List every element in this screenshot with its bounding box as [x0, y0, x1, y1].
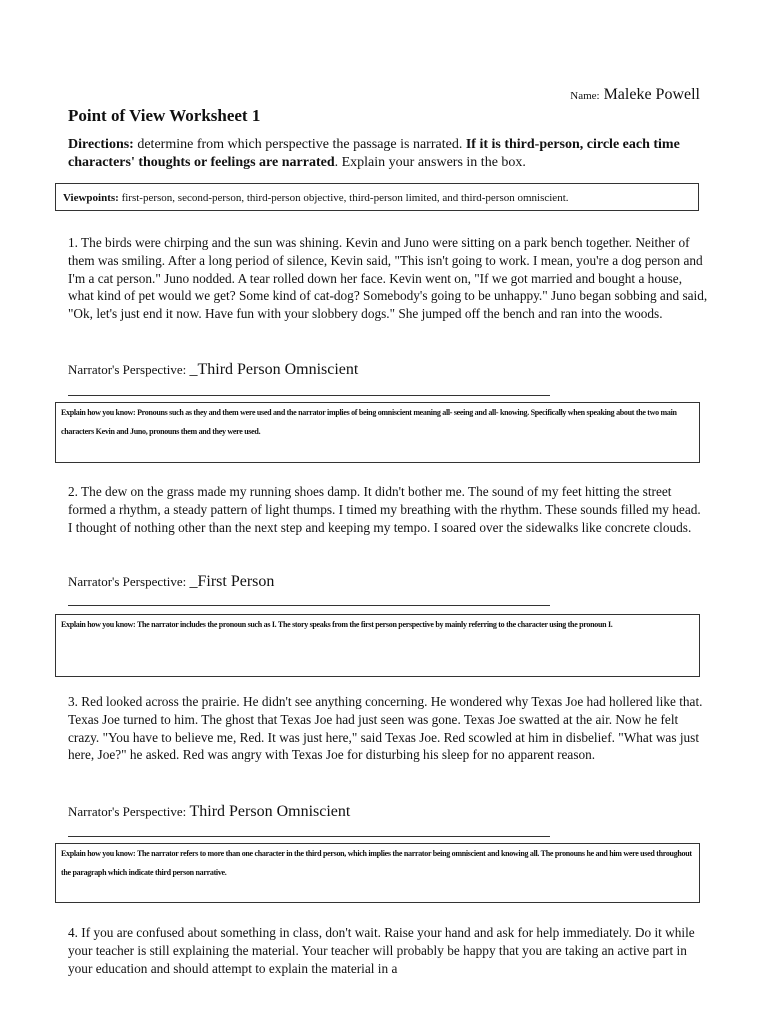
- passage-1: 1. The birds were chirping and the sun was shining. Kevin and Juno were sitting on a park bench together. Neither of them was smiling. After a long period of silence, Kevin said, "This isn't going to work. I mean, you're a dog person and I'm a cat person." Juno nodded. A tear rolled down her face. Kevin went on, "If we got married and bought a house, what kind of pet would we get? Some kind of cat-dog? Somebody's going to be unhappy." Juno began sobbing and said, "Ok, let's just end it now. Have fun with your slobbery dogs." She jumped off the bench and ran into the woods.: [68, 235, 708, 322]
- viewpoints-box: [55, 183, 699, 211]
- student-name-row: [570, 86, 700, 104]
- explain-box-2[interactable]: Explain how you know: The narrator includes the pronoun such as I. The story speaks from the first person perspective by mainly referring to the character using the pronoun I.: [55, 614, 700, 677]
- directions-label: Directions:: [68, 137, 134, 152]
- directions-emphasis: If it is third-person, circle each time characters' thoughts or feelings are narrated: [68, 137, 680, 170]
- perspective-label-1: Narrator's Perspective:: [68, 362, 190, 377]
- directions-text-2: . Explain your answers in the box.: [334, 155, 526, 170]
- perspective-3: [68, 803, 350, 821]
- directions-text-1: determine from which perspective the passage is narrated.: [133, 137, 466, 152]
- passage-2: 2. The dew on the grass made my running shoes damp. It didn't bother me. The sound of my feet hitting the street formed a rhythm, a steady pattern of light thumps. I timed my breathing with the rhythm. These sounds filled my head. I thought of nothing other than the next step and keeping my tempo. I soared over the sidewalks like concrete clouds.: [68, 484, 701, 535]
- perspective-2: [68, 573, 274, 591]
- explain-box-1[interactable]: Explain how you know: Pronouns such as they and them were used and the narrator implies of being omniscient meaning all- seeing and all- knowing. Specifically when speaking about the two main characters Kevin and Juno, pronouns them and they were used.: [55, 402, 700, 463]
- perspective-answer-3: Third Person Omniscient: [189, 803, 351, 820]
- student-name: Maleke Powell: [603, 86, 700, 103]
- viewpoints-text: first-person, second-person, third-person objective, third-person limited, and third-person omniscient.: [118, 192, 569, 204]
- directions: [68, 136, 708, 172]
- perspective-label-3: Narrator's Perspective:: [68, 804, 190, 819]
- answer-line-1: [68, 395, 550, 396]
- name-label: Name:: [570, 90, 600, 102]
- perspective-label-2: Narrator's Perspective:: [68, 574, 190, 589]
- worksheet-title: Point of View Worksheet 1: [68, 106, 261, 125]
- perspective-answer-1: _Third Person Omniscient: [189, 361, 359, 378]
- passage-3: 3. Red looked across the prairie. He didn't see anything concerning. He wondered why Texas Joe had hollered like that. Texas Joe turned to him. The ghost that Texas Joe had just seen was gone. Texas Joe swatted at the air. Now he felt crazy. "You have to believe me, Red. It was just here," said Texas Joe. Red scowled at him in disbelief. "What was just here, Joe?" he asked. Red was angry with Texas Joe for disturbing his sleep for no apparent reason.: [68, 694, 703, 763]
- explain-box-3[interactable]: Explain how you know: The narrator refers to more than one character in the third person, which implies the narrator being omniscient and knowing all. The pronouns he and him were used throughout the paragraph which indicate third person narrative.: [55, 843, 700, 903]
- perspective-answer-2: _First Person: [189, 573, 275, 590]
- viewpoints-label: Viewpoints:: [63, 192, 119, 204]
- passage-4: 4. If you are confused about something in class, don't wait. Raise your hand and ask for help immediately. Do it while your teacher is still explaining the material. Your teacher will probably be happy that you are taking an active part in your education and should attempt to explain the material in a: [68, 925, 695, 976]
- answer-line-2: [68, 605, 550, 606]
- perspective-1: [68, 361, 358, 379]
- answer-line-3: [68, 836, 550, 837]
